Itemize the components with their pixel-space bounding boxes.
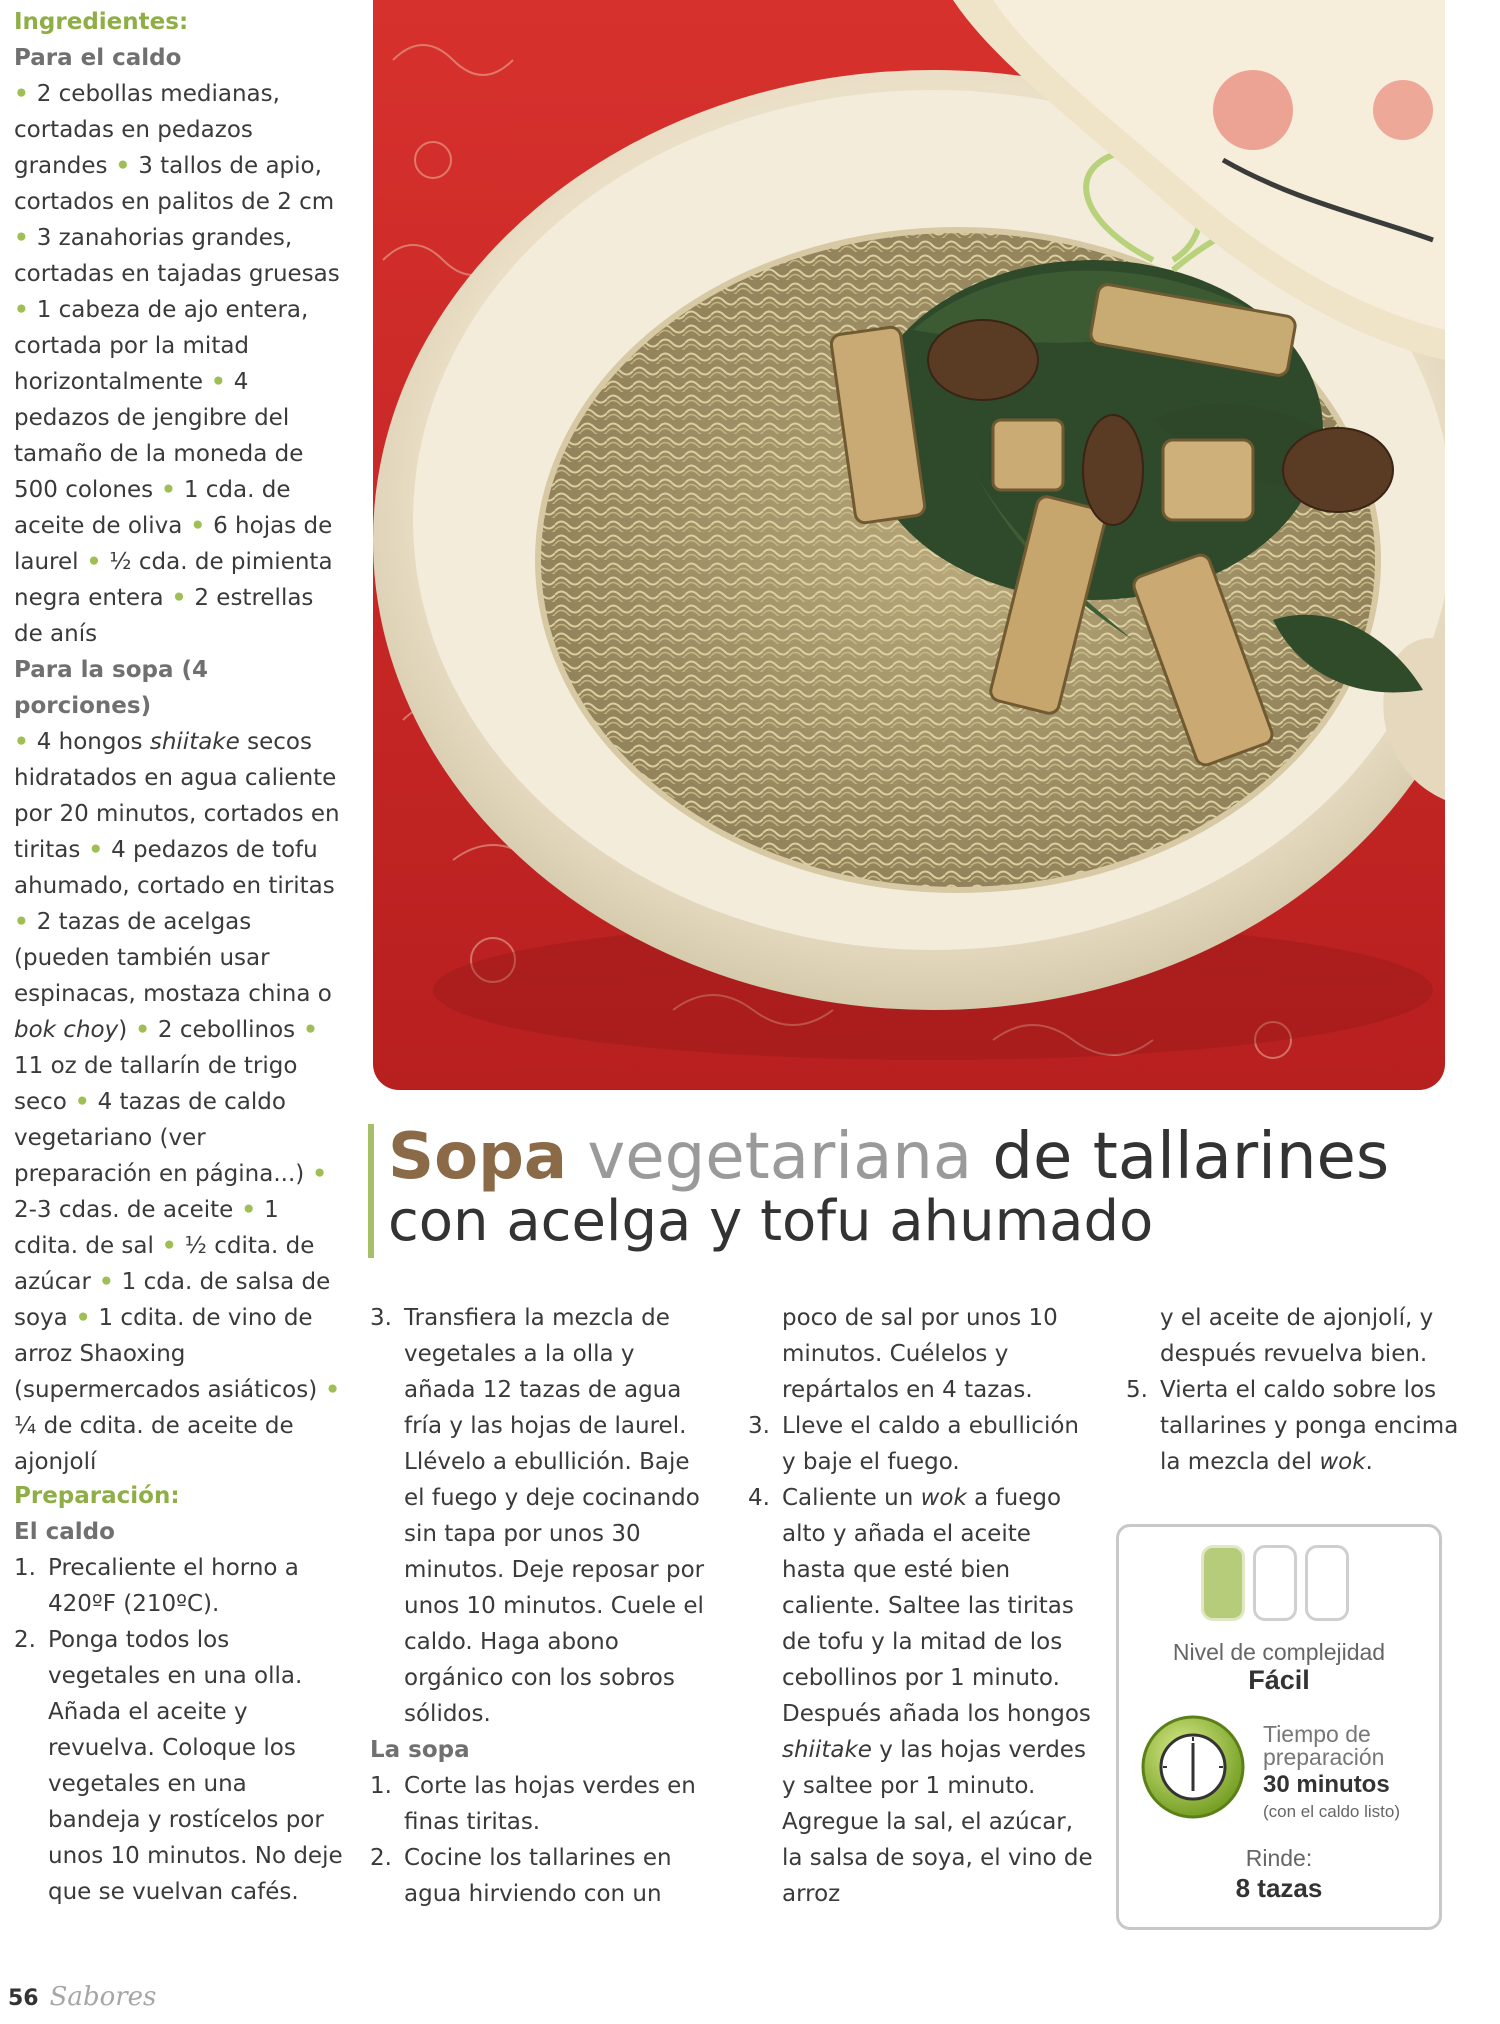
preparation-heading: Preparación: [14,1483,180,1509]
bullet-dot: • [80,837,112,863]
yield-value: 8 tazas [1235,1873,1323,1903]
ingredient-item: 1 cda. de salsa de soya [14,1269,331,1331]
bullet-dot: • [127,1017,158,1043]
caldo-step: 3. Transfiera la mezcla de vegetales a la olla y añada 12 tazas de agua fría y las hojas de laurel. Llévelo a ebullición. Baje el fuego y deje cocinando sin tapa por unos 30 minutos. Deje reposar por unos 10 minutos. Cuele el caldo. Haga abono orgánico con los sobros sólidos. [370,1305,705,1727]
title-words-de-tallarines: de tallarines [992,1120,1390,1194]
preparation-column-3 [748,1300,1098,1912]
prep-time-note: (con el caldo listo) [1263,1802,1401,1821]
bullet-dot: • [203,369,234,395]
prep-time-value: 30 minutos [1263,1771,1390,1798]
ingredient-item: 4 tazas de caldo vegetariano (ver preparación en página...) [14,1089,305,1187]
bullet-dot: • [295,1017,318,1043]
title-line-1 [388,1120,1468,1194]
caldo-step: 1. Precaliente el horno a 420ºF (210ºC). [14,1555,299,1617]
bullet-dot: • [107,153,139,179]
ingredient-item: 2 tazas de acelgas (pueden también usar espinacas, mostaza china o bok choy) [14,909,332,1043]
bullet-dot: • [14,81,37,107]
bullet-dot: • [233,1197,265,1223]
bullet-dot: • [153,477,184,503]
caldo-subheading: Para el caldo [14,45,182,71]
complexity-pill-filled [1201,1545,1245,1621]
bullet-dot: • [317,1377,340,1403]
bullet-dot: • [153,1233,185,1259]
title-word-vegetariana: vegetariana [587,1120,973,1194]
bullet-dot: • [90,1269,122,1295]
yield-label: Rinde: [1245,1845,1313,1871]
bullet-dot: • [14,297,37,323]
recipe-title [368,1120,1468,1258]
ingredient-item: 11 oz de tallarín de trigo seco [14,1053,298,1115]
recipe-info-box [1116,1524,1442,1930]
caldo-steps-list [14,1550,344,1910]
bullet-dot: • [182,513,214,539]
complexity-value: Fácil [1248,1665,1310,1695]
ingredient-item: 4 hongos shiitake secos hidratados en agua caliente por 20 minutos, cortados en tiritas [14,729,340,863]
bullet-dot: • [14,729,37,755]
sopa-steps-list-2 [748,1300,1098,1912]
caldo-steps-heading: El caldo [14,1519,115,1545]
magazine-logo: Sabores [49,1982,157,2012]
ingredient-item: 1 cdita. de sal [14,1197,279,1259]
ingredient-item: 2 cebollas medianas, cortadas en pedazos grandes [14,81,280,179]
ingredient-item: 3 zanahorias grandes, cortadas en tajadas gruesas [14,225,340,287]
prep-time-label: Tiempo de preparación [1263,1721,1385,1770]
sopa-step: 5. Vierta el caldo sobre los tallarines y ponga encima la mezcla del wok. [1126,1377,1459,1475]
ingredient-item: 2 cebollinos [157,1017,296,1043]
bullet-dot: • [78,549,110,575]
complexity-pill-empty [1253,1545,1297,1621]
sopa-step-continued: poco de sal por unos 10 minutos. Cuélelos y repártalos en 4 tazas. [782,1305,1058,1403]
ingredients-section [14,4,344,1480]
ingredients-heading: Ingredientes: [14,9,189,35]
complexity-pill-empty [1305,1545,1349,1621]
sopa-step: 1. Corte las hojas verdes en finas tiritas. [370,1773,696,1835]
soup-photo [373,0,1445,1090]
complexity-label: Nivel de complejidad [1172,1639,1386,1665]
ingredient-item: ½ cdita. de azúcar [14,1233,315,1295]
sopa-step: 4. Caliente un wok a fuego alto y añada el aceite hasta que esté bien caliente. Saltee las tiritas de tofu y la mitad de los cebollinos por 1 minuto. Después añada los hongos shiitake y las hojas verdes y saltee por 1 minuto. Agregue la sal, el azúcar, la salsa de soya, el vino de arroz [748,1485,1093,1907]
caldo-step: 2. Ponga todos los vegetales en una olla. Añada el aceite y revuelva. Coloque los vegetales en una bandeja y rostícelos por unos 10 minutos. No deje que se vuelvan cafés. [14,1627,343,1905]
ingredient-item: ½ cda. de pimienta negra entera [14,549,333,611]
page-number: 56 [8,1986,39,2011]
bullet-dot: • [304,1161,327,1187]
preparation-column-4 [1126,1300,1466,1480]
caldo-ingredients-list [14,76,344,652]
bullet-dot: • [67,1305,99,1331]
sopa-steps-list [370,1768,710,1912]
bullet-dot: • [163,585,195,611]
page-footer [8,1982,156,2012]
ingredient-item: 2 estrellas de anís [14,585,314,647]
ingredient-item: 1 cda. de aceite de oliva [14,477,291,539]
sopa-step-continued: y el aceite de ajonjolí, y después revuelva bien. [1160,1305,1434,1367]
preparation-section [14,1478,344,1910]
ingredient-item: 2-3 cdas. de aceite [14,1197,234,1223]
ingredient-item: 4 pedazos de tofu ahumado, cortado en tiritas [14,837,335,899]
ingredient-item: 1 cabeza de ajo entera, cortada por la mitad horizontalmente [14,297,309,395]
sopa-subheading: Para la sopa (4 porciones) [14,657,209,719]
caldo-steps-continued [370,1300,710,1732]
preparation-column-2 [370,1300,710,1912]
title-line-2: con acelga y tofu ahumado [388,1189,1154,1254]
ingredient-item: 6 hojas de laurel [14,513,333,575]
sopa-steps-list-3 [1126,1300,1466,1480]
sopa-step: 2. Cocine los tallarines en agua hirviendo con un [370,1845,672,1907]
ingredient-item: 4 pedazos de jengibre del tamaño de la moneda de 500 colones [14,369,304,503]
stopwatch-icon [1139,1713,1247,1821]
ingredient-item: 1 cdita. de vino de arroz Shaoxing (supermercados asiáticos) [14,1305,318,1403]
bullet-dot: • [14,225,37,251]
sopa-ingredients-list [14,724,344,1480]
ingredient-item: 3 tallos de apio, cortados en palitos de 2 cm [14,153,335,215]
ingredient-item: ¼ de cdita. de aceite de ajonjolí [14,1413,294,1475]
bullet-dot: • [66,1089,98,1115]
title-word-sopa: Sopa [388,1120,568,1194]
sopa-step: 3. Lleve el caldo a ebullición y baje el fuego. [748,1413,1079,1475]
sopa-steps-heading: La sopa [370,1737,470,1763]
bullet-dot: • [14,909,37,935]
